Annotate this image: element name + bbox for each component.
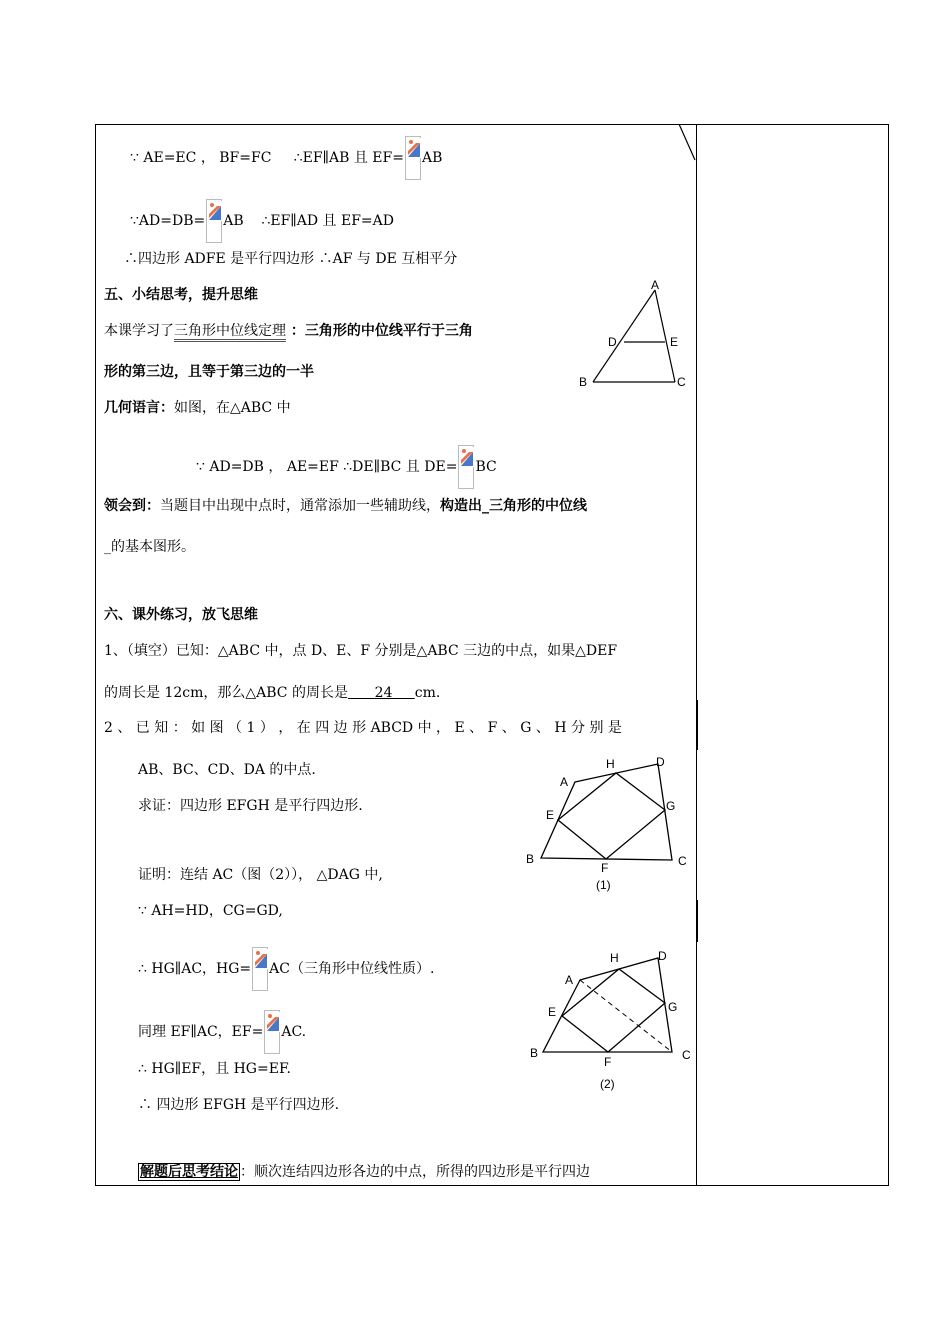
geometry-language: 几何语言：如图，在△ABC 中 [104, 400, 291, 416]
svg-text:E: E [670, 335, 679, 349]
svg-text:D: D [608, 335, 617, 349]
question-1-line-2: 的周长是 12cm，那么△ABC 的周长是 24 cm. [104, 685, 441, 701]
fraction-image-icon [252, 947, 268, 991]
svg-text:B: B [530, 1046, 539, 1060]
insight-line-2: _的基本图形。 [104, 539, 195, 555]
right-column-empty [697, 124, 888, 1185]
svg-text:F: F [604, 1055, 612, 1069]
proof-step-6: ∴ 四边形 EFGH 是平行四边形. [138, 1097, 340, 1113]
svg-text:E: E [548, 1005, 557, 1019]
theorem-name: 三角形中位线定理 [174, 323, 286, 342]
svg-text:B: B [579, 375, 588, 389]
slash-mark [676, 124, 698, 164]
proof-line-2: ∵AD=DB= AB ∴EF∥AD 且 EF=AD [130, 199, 394, 243]
section-5-title: 五、小结思考，提升思维 [104, 287, 258, 303]
fraction-image-icon [458, 445, 474, 489]
question-2-line-1: 2 、 已 知 ： 如 图 （ 1 ） ， 在 四 边 形 ABCD 中 ， E 、 F 、 G 、 H 分 别 是 [104, 720, 622, 736]
insight-line-1: 领会到：当题目中出现中点时，通常添加一些辅助线，构造出_三角形的中位线 [104, 498, 587, 514]
svg-text:G: G [668, 1000, 678, 1014]
conclusion-line: 解题后思考结论 ：顺次连结四边形各边的中点，所得的四边形是平行四边 [140, 1164, 590, 1180]
divider-tick [694, 700, 700, 760]
geometry-statement: ∵ AD=DB ， AE=EF ∴DE∥BC 且 DE= BC [196, 445, 497, 489]
fraction-image-icon [405, 136, 421, 180]
svg-text:D: D [658, 949, 667, 963]
svg-text:A: A [565, 973, 574, 987]
proof-step-2: ∵ AH=HD，CG=GD, [138, 903, 283, 919]
svg-text:E: E [546, 808, 555, 822]
section-6-title: 六、课外练习，放飞思维 [104, 607, 258, 623]
svg-text:G: G [666, 799, 676, 813]
svg-text:H: H [606, 757, 615, 771]
svg-text:A: A [651, 278, 660, 292]
proof-step-3: ∴ HG∥AC，HG= AC（三角形中位线性质）. [138, 947, 434, 991]
quadrilateral-figure-2 [522, 946, 697, 1094]
section-5-intro: 本课学习了三角形中位线定理 ：三角形的中位线平行于三角 [104, 322, 473, 340]
svg-text:A: A [560, 775, 569, 789]
proof-step-4: 同理 EF∥AC，EF= AC. [138, 1010, 306, 1054]
proof-step-1: 证明：连结 AC（图（2））， △DAG 中, [138, 867, 383, 883]
because-symbol: ∵ [130, 150, 139, 166]
section-5-line-2: 形的第三边，且等于第三边的一半 [104, 364, 314, 380]
divider-tick-2 [694, 900, 700, 950]
conclusion-label: 解题后思考结论 [140, 1164, 238, 1180]
svg-text:(1): (1) [596, 878, 611, 892]
proof-line-1: ∵ AE=EC ， BF=FC ∴EF∥AB 且 EF= AB [130, 136, 442, 180]
svg-text:C: C [677, 375, 686, 389]
answer-blank: 24 [374, 685, 393, 701]
svg-text:(2): (2) [600, 1077, 615, 1091]
svg-text:D: D [656, 755, 665, 769]
question-1-line-1: 1、（填空）已知：△ABC 中，点 D、E、F 分别是△ABC 三边的中点，如果△DEF [104, 643, 618, 659]
quadrilateral-figure-1 [520, 752, 695, 897]
therefore-statement: ∴EF∥AB 且 EF= [293, 150, 404, 166]
svg-text:F: F [601, 861, 609, 875]
proof-step-5: ∴ HG∥EF，且 HG=EF. [138, 1061, 291, 1077]
svg-text:C: C [682, 1048, 691, 1062]
svg-text:H: H [610, 951, 619, 965]
fraction-image-icon [206, 199, 222, 243]
question-2-prove: 求证：四边形 EFGH 是平行四边形. [138, 798, 363, 814]
proof-line-3: ∴四边形 ADFE 是平行四边形 ∴AF 与 DE 互相平分 [124, 251, 458, 267]
question-2-line-2: AB、BC、CD、DA 的中点. [138, 762, 316, 778]
svg-text:B: B [526, 852, 535, 866]
svg-text:C: C [678, 854, 687, 868]
equal-statement: AE=EC ， BF=FC [138, 150, 272, 166]
triangle-abc-figure [575, 278, 695, 393]
fraction-image-icon [264, 1010, 280, 1054]
